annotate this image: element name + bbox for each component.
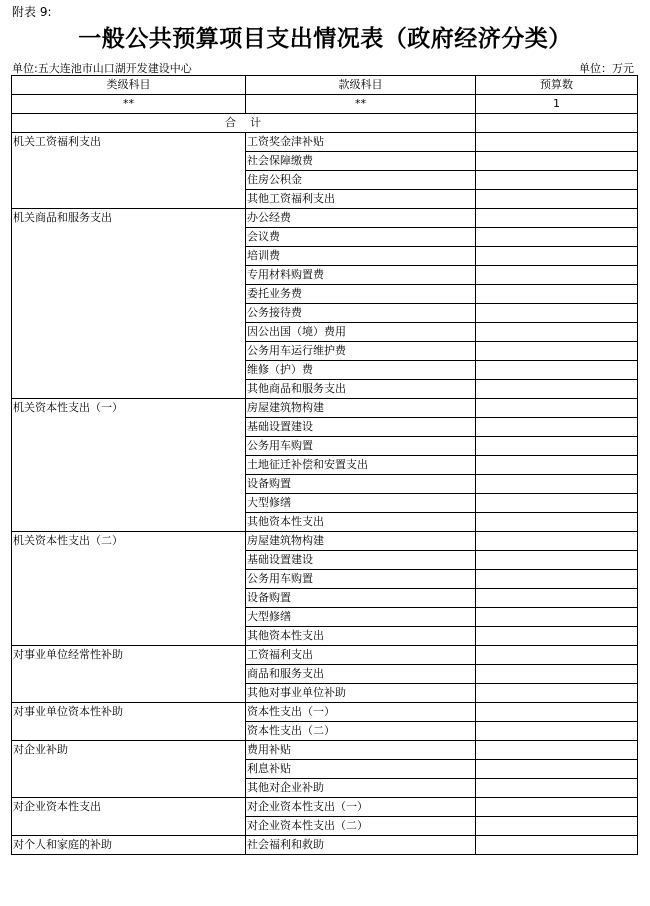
header-category: 类级科目 bbox=[12, 76, 246, 95]
unit-currency: 单位：万元 bbox=[579, 62, 634, 75]
budget-value-cell bbox=[476, 741, 638, 760]
budget-value-cell bbox=[476, 836, 638, 855]
budget-value-cell bbox=[476, 817, 638, 836]
subcategory-cell: 对企业资本性支出（一） bbox=[246, 798, 476, 817]
page-title: 一般公共预算项目支出情况表（政府经济分类） bbox=[78, 25, 572, 52]
category-cell: 对企业补助 bbox=[12, 741, 246, 798]
subcategory-cell: 住房公积金 bbox=[246, 171, 476, 190]
code-row bbox=[12, 95, 638, 114]
subcategory-cell: 委托业务费 bbox=[246, 285, 476, 304]
header-row bbox=[12, 76, 638, 95]
subcategory-cell: 土地征迁补偿和安置支出 bbox=[246, 456, 476, 475]
subcategory-cell: 其他资本性支出 bbox=[246, 627, 476, 646]
subcategory-cell: 其他商品和服务支出 bbox=[246, 380, 476, 399]
budget-value-cell bbox=[476, 760, 638, 779]
subcategory-cell: 对企业资本性支出（二） bbox=[246, 817, 476, 836]
budget-value-cell bbox=[476, 209, 638, 228]
subcategory-cell: 维修（护）费 bbox=[246, 361, 476, 380]
category-cell: 机关资本性支出（二） bbox=[12, 532, 246, 646]
subcategory-cell: 资本性支出（一） bbox=[246, 703, 476, 722]
budget-value-cell bbox=[476, 190, 638, 209]
table-row bbox=[12, 798, 638, 817]
subcategory-cell: 大型修缮 bbox=[246, 494, 476, 513]
category-cell: 对个人和家庭的补助 bbox=[12, 836, 246, 855]
code-subcategory: ** bbox=[246, 95, 476, 114]
category-cell: 机关资本性支出（一） bbox=[12, 399, 246, 532]
budget-value-cell bbox=[476, 684, 638, 703]
table-row bbox=[12, 836, 638, 855]
budget-value-cell bbox=[476, 494, 638, 513]
subcategory-cell: 商品和服务支出 bbox=[246, 665, 476, 684]
budget-value-cell bbox=[476, 551, 638, 570]
subcategory-cell: 资本性支出（二） bbox=[246, 722, 476, 741]
budget-value-cell bbox=[476, 456, 638, 475]
category-cell: 对事业单位资本性补助 bbox=[12, 703, 246, 741]
budget-value-cell bbox=[476, 722, 638, 741]
subcategory-cell: 工资福利支出 bbox=[246, 646, 476, 665]
category-cell: 对事业单位经常性补助 bbox=[12, 646, 246, 703]
budget-value-cell bbox=[476, 665, 638, 684]
header-budget: 预算数 bbox=[476, 76, 638, 95]
budget-value-cell bbox=[476, 342, 638, 361]
subcategory-cell: 专用材料购置费 bbox=[246, 266, 476, 285]
budget-value-cell bbox=[476, 646, 638, 665]
category-cell: 机关商品和服务支出 bbox=[12, 209, 246, 399]
header-subcategory: 款级科目 bbox=[246, 76, 476, 95]
table-row bbox=[12, 209, 638, 228]
budget-value-cell bbox=[476, 627, 638, 646]
unit-organization: 单位:五大连池市山口湖开发建设中心 bbox=[12, 62, 192, 75]
budget-value-cell bbox=[476, 779, 638, 798]
budget-value-cell bbox=[476, 266, 638, 285]
subcategory-cell: 工资奖金津补贴 bbox=[246, 133, 476, 152]
table-row bbox=[12, 646, 638, 665]
budget-value-cell bbox=[476, 133, 638, 152]
subcategory-cell: 其他对企业补助 bbox=[246, 779, 476, 798]
subcategory-cell: 费用补贴 bbox=[246, 741, 476, 760]
subcategory-cell: 公务用车购置 bbox=[246, 437, 476, 456]
subcategory-cell: 公务接待费 bbox=[246, 304, 476, 323]
subcategory-cell: 基础设置建设 bbox=[246, 551, 476, 570]
category-cell: 机关工资福利支出 bbox=[12, 133, 246, 209]
subcategory-cell: 其他工资福利支出 bbox=[246, 190, 476, 209]
budget-value-cell bbox=[476, 399, 638, 418]
subcategory-cell: 办公经费 bbox=[246, 209, 476, 228]
budget-value-cell bbox=[476, 228, 638, 247]
subcategory-cell: 社会保障缴费 bbox=[246, 152, 476, 171]
category-cell: 对企业资本性支出 bbox=[12, 798, 246, 836]
budget-value-cell bbox=[476, 247, 638, 266]
budget-value-cell bbox=[476, 570, 638, 589]
total-row bbox=[12, 114, 638, 133]
subcategory-cell: 房屋建筑物构建 bbox=[246, 399, 476, 418]
budget-value-cell bbox=[476, 703, 638, 722]
subcategory-cell: 利息补贴 bbox=[246, 760, 476, 779]
attachment-label: 附表 9: bbox=[12, 5, 52, 19]
subcategory-cell: 基础设置建设 bbox=[246, 418, 476, 437]
subcategory-cell: 公务用车运行维护费 bbox=[246, 342, 476, 361]
budget-value-cell bbox=[476, 608, 638, 627]
budget-value-cell bbox=[476, 589, 638, 608]
subcategory-cell: 设备购置 bbox=[246, 475, 476, 494]
subcategory-cell: 因公出国（境）费用 bbox=[246, 323, 476, 342]
budget-value-cell bbox=[476, 798, 638, 817]
subcategory-cell: 会议费 bbox=[246, 228, 476, 247]
subcategory-cell: 设备购置 bbox=[246, 589, 476, 608]
subcategory-cell: 社会福利和救助 bbox=[246, 836, 476, 855]
table-row bbox=[12, 133, 638, 152]
subcategory-cell: 其他资本性支出 bbox=[246, 513, 476, 532]
budget-value-cell bbox=[476, 323, 638, 342]
subcategory-cell: 房屋建筑物构建 bbox=[246, 532, 476, 551]
subcategory-cell: 培训费 bbox=[246, 247, 476, 266]
budget-value-cell bbox=[476, 361, 638, 380]
subcategory-cell: 公务用车购置 bbox=[246, 570, 476, 589]
total-value bbox=[476, 114, 638, 133]
table-row bbox=[12, 741, 638, 760]
budget-value-cell bbox=[476, 437, 638, 456]
subcategory-cell: 大型修缮 bbox=[246, 608, 476, 627]
subcategory-cell: 其他对事业单位补助 bbox=[246, 684, 476, 703]
code-budget: 1 bbox=[476, 95, 638, 114]
budget-value-cell bbox=[476, 513, 638, 532]
budget-value-cell bbox=[476, 285, 638, 304]
budget-value-cell bbox=[476, 304, 638, 323]
budget-value-cell bbox=[476, 171, 638, 190]
budget-value-cell bbox=[476, 418, 638, 437]
total-label: 合计 bbox=[12, 114, 476, 133]
table-row bbox=[12, 532, 638, 551]
code-category: ** bbox=[12, 95, 246, 114]
budget-value-cell bbox=[476, 152, 638, 171]
budget-value-cell bbox=[476, 532, 638, 551]
table-row bbox=[12, 703, 638, 722]
table-row bbox=[12, 399, 638, 418]
budget-table bbox=[11, 75, 638, 855]
budget-value-cell bbox=[476, 380, 638, 399]
budget-value-cell bbox=[476, 475, 638, 494]
